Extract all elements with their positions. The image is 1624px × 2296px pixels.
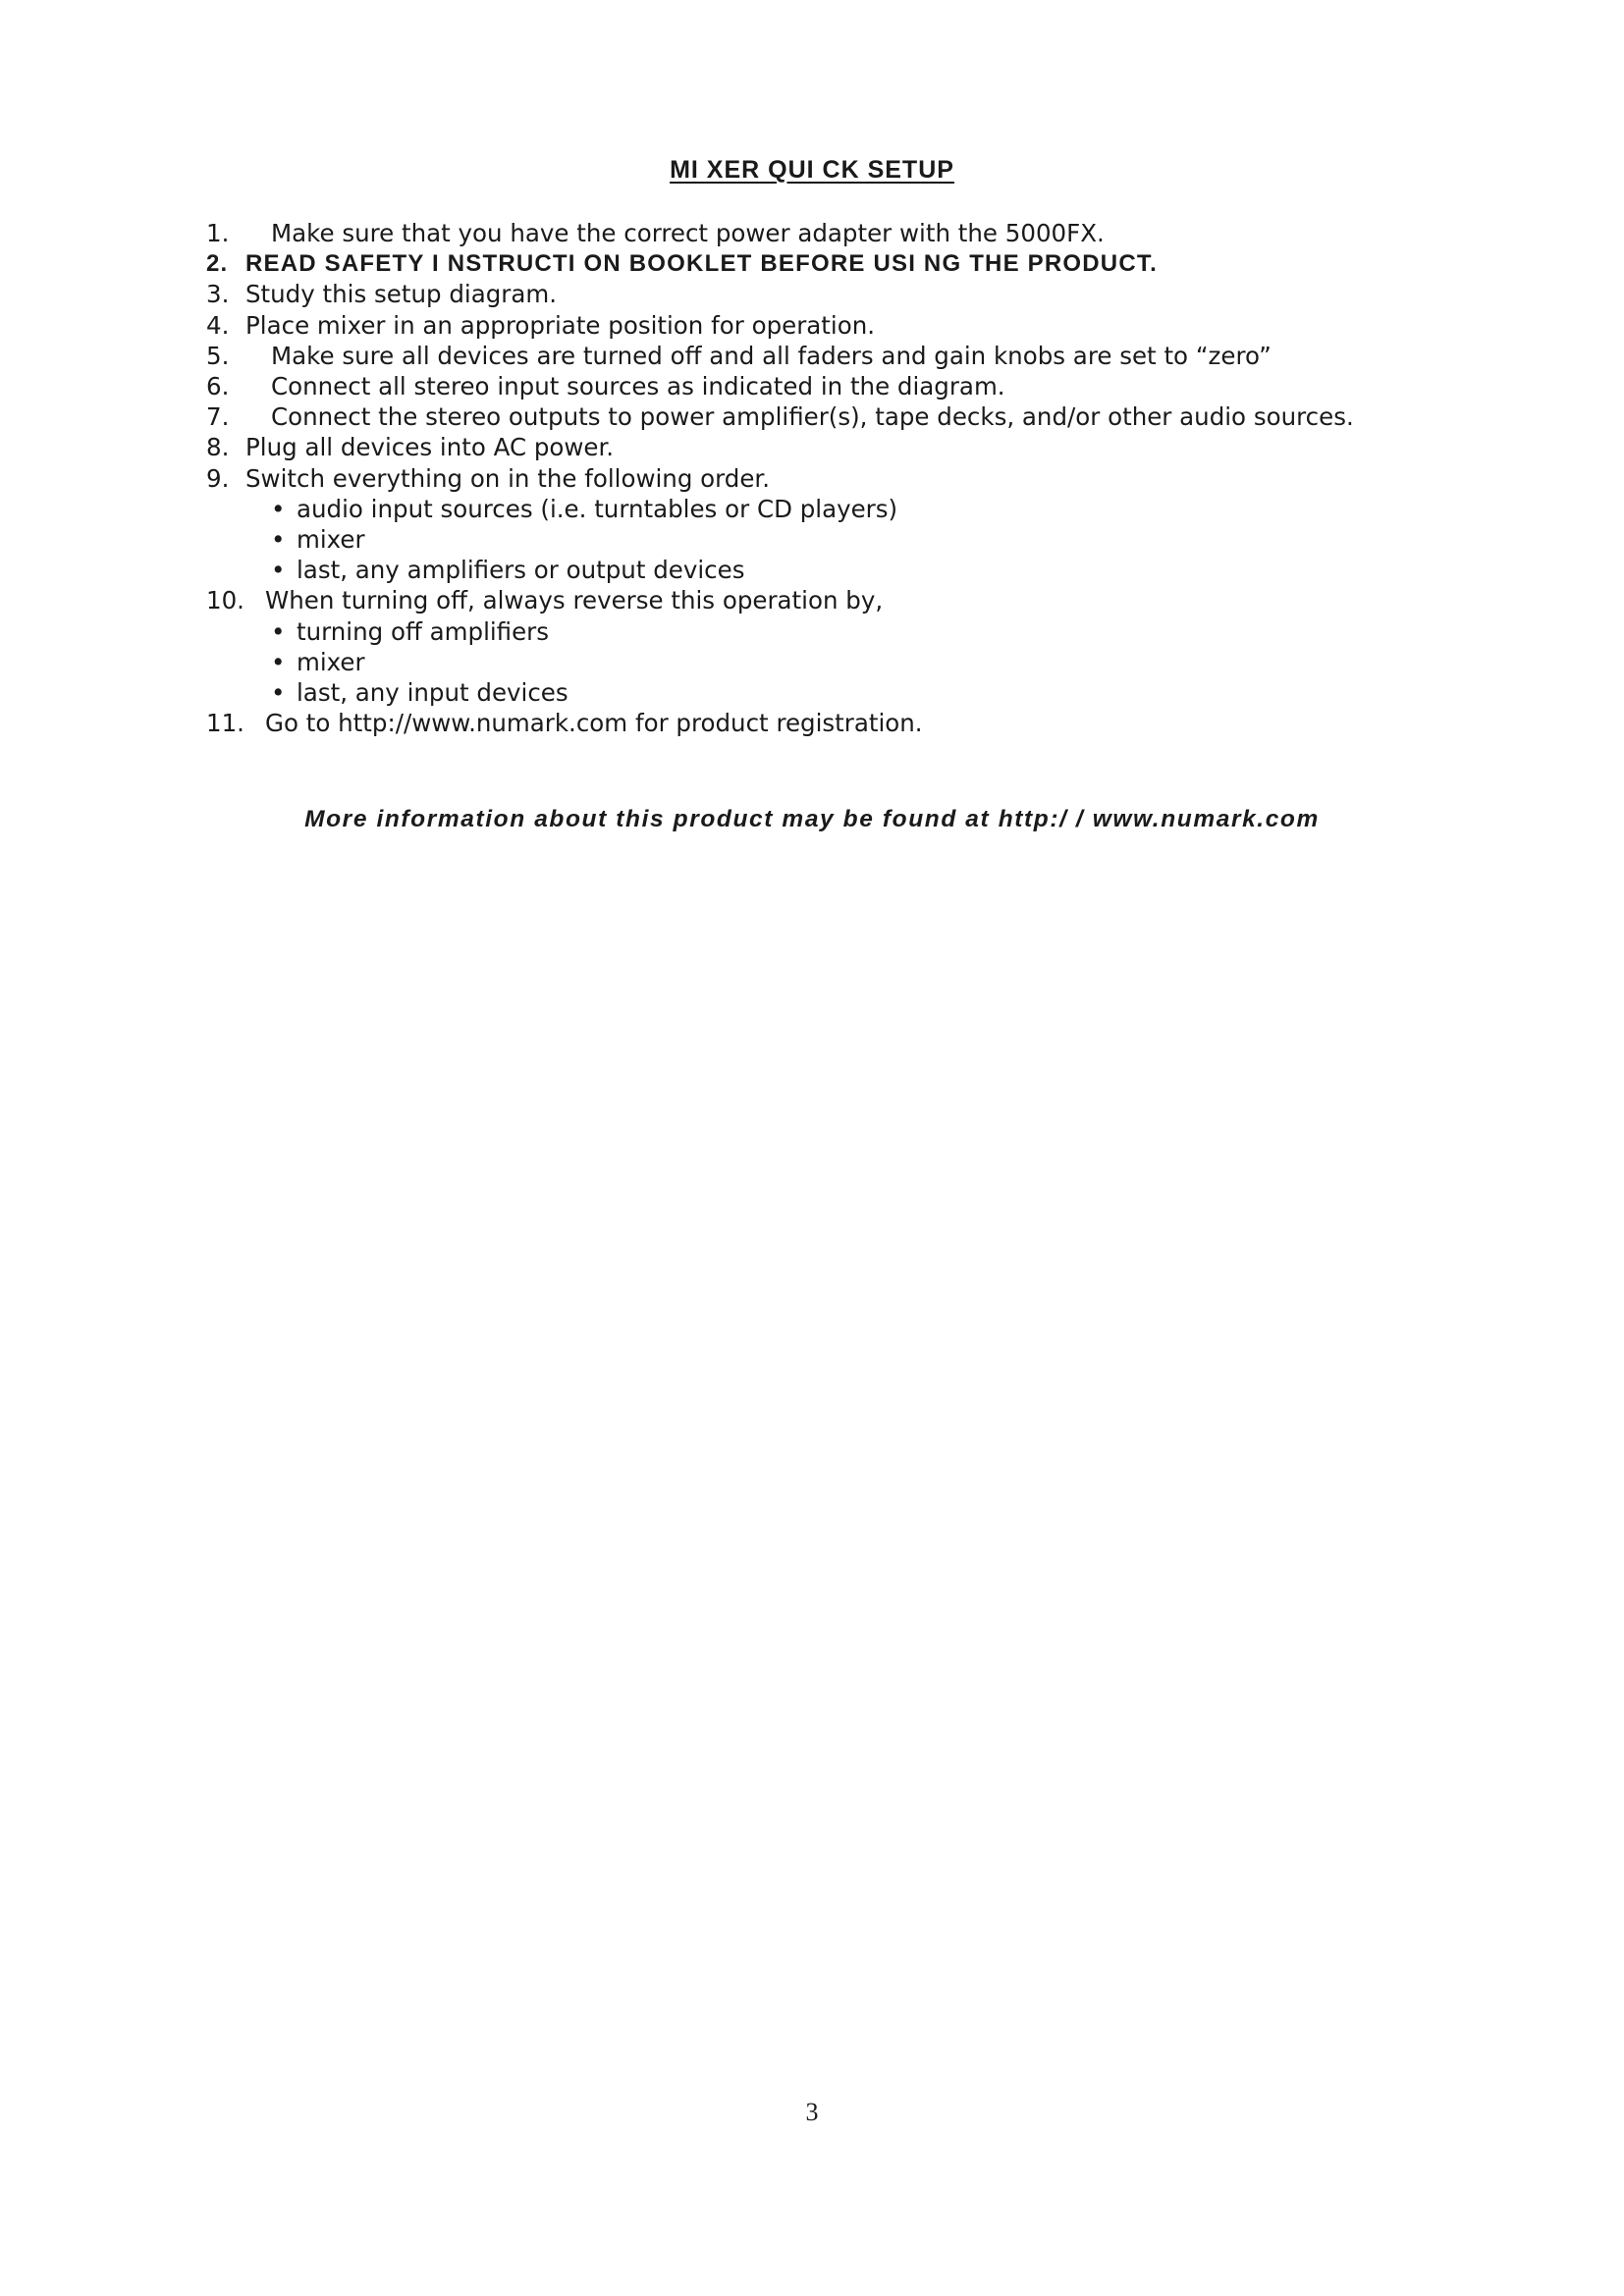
step-number: 1.	[206, 219, 230, 247]
list-item	[206, 279, 1483, 309]
step-number: 8.	[206, 433, 230, 462]
bullet-icon: •	[271, 556, 286, 585]
step-number: 6.	[206, 372, 230, 401]
bullet-item	[206, 494, 1483, 524]
bullet-icon: •	[271, 525, 286, 555]
list-item	[206, 401, 1483, 432]
list-item	[206, 463, 1483, 494]
bullet-text: last, any input devices	[297, 678, 568, 708]
list-item	[206, 341, 1483, 371]
setup-steps-list	[206, 218, 1483, 738]
list-item	[206, 585, 1483, 615]
step-text: Switch everything on in the following order.	[245, 463, 771, 493]
bullet-icon: •	[271, 616, 286, 646]
bullet-icon: •	[271, 647, 286, 676]
step-text: READ SAFETY I NSTRUCTI ON BOOKLET BEFORE USI NG THE PRODUCT.	[245, 250, 1158, 278]
step-number: 11.	[206, 709, 244, 738]
step-number: 2.	[206, 250, 229, 278]
list-item	[206, 310, 1483, 341]
list-item	[206, 248, 1483, 279]
list-item	[206, 708, 1483, 738]
bullet-item	[206, 524, 1483, 555]
bullet-item	[206, 616, 1483, 647]
page-number: 3	[805, 2098, 819, 2126]
bullet-item	[206, 677, 1483, 708]
bullet-item	[206, 647, 1483, 677]
step-text: When turning off, always reverse this operation by,	[265, 586, 884, 615]
step-text: Connect the stereo outputs to power amplifier(s), tape decks, and/or other audio sources.	[271, 402, 1354, 432]
step-text: Connect all stereo input sources as indicated in the diagram.	[271, 372, 1005, 401]
more-info-note: More information about this product may be found at http:/ / www.numark.com	[304, 806, 1320, 832]
step-text: Make sure that you have the correct power adapter with the 5000FX.	[271, 219, 1105, 247]
bullet-text: last, any amplifiers or output devices	[297, 556, 745, 585]
step-text: Make sure all devices are turned off and all faders and gain knobs are set to “zero”	[271, 341, 1272, 370]
step-number: 9.	[206, 463, 230, 493]
bullet-icon: •	[271, 494, 286, 523]
step-text: Go to http://www.numark.com for product registration.	[265, 709, 923, 738]
step-text: Plug all devices into AC power.	[245, 433, 615, 462]
bullet-text: audio input sources (i.e. turntables or CD players)	[297, 494, 898, 523]
list-item	[206, 432, 1483, 462]
step-number: 7.	[206, 402, 230, 432]
bullet-text: mixer	[297, 525, 365, 555]
step-text: Study this setup diagram.	[245, 280, 557, 309]
step-number: 3.	[206, 280, 230, 309]
bullet-text: turning off amplifiers	[297, 616, 550, 646]
bullet-item	[206, 555, 1483, 585]
list-item	[206, 371, 1483, 401]
step-number: 5.	[206, 341, 230, 370]
bullet-text: mixer	[297, 647, 365, 676]
step-number: 10.	[206, 586, 244, 615]
list-item	[206, 218, 1483, 248]
step-text: Place mixer in an appropriate position for operation.	[245, 310, 876, 340]
step-number: 4.	[206, 310, 230, 340]
page-title: MI XER QUI CK SETUP	[670, 156, 954, 184]
bullet-icon: •	[271, 678, 286, 708]
